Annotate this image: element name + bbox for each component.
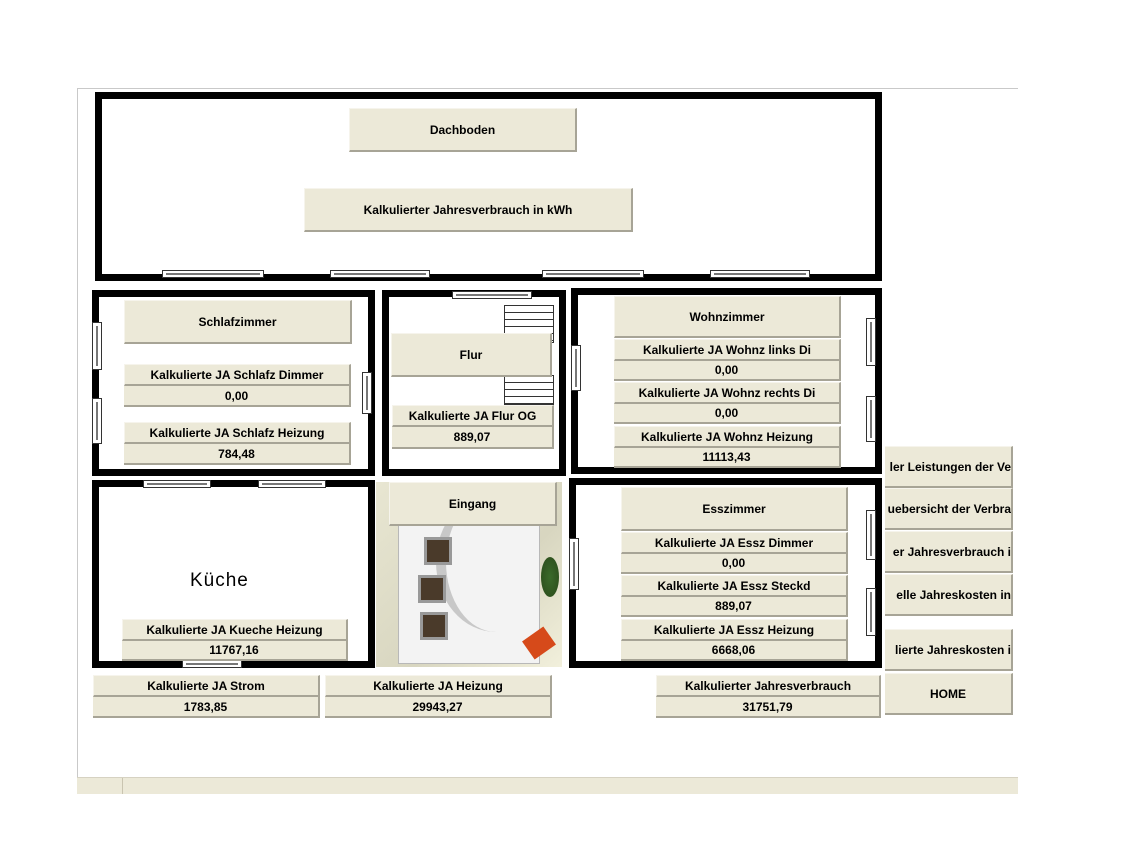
door-glass [418,575,446,603]
window [452,291,532,299]
window [258,480,326,488]
dachboden-consumption-label: Kalkulierter Jahresverbrauch in kWh [304,188,633,232]
kalkulierte-jahreskosten-button[interactable] [885,629,1013,671]
wohnzimmer-links-value: 0,00 [614,361,841,381]
window [866,318,876,366]
window [92,322,102,370]
total-jahres-value: 31751,79 [656,697,881,718]
kueche-title: Küche [190,570,249,591]
leistungen-button[interactable] [885,446,1013,488]
kalkulierte-jahreskosten-button-label: lierte Jahreskosten i [894,642,1011,657]
jahreskosten-button[interactable] [885,574,1013,616]
total-strom-value: 1783,85 [93,697,320,718]
flur-title: Flur [391,333,552,377]
wohnzimmer-title: Wohnzimmer [614,296,841,338]
schlafzimmer-heizung-label: Kalkulierte JA Schlafz Heizung [124,422,351,444]
window [330,270,430,278]
door [362,372,372,414]
window [710,270,810,278]
kueche-heizung-value: 11767,16 [122,641,348,661]
jahresverbrauch-button-label: er Jahresverbrauch i [892,544,1011,559]
door [182,660,242,668]
home-button-label: HOME [930,686,966,701]
stairs [504,375,554,405]
schlafzimmer-dimmer-value: 0,00 [124,386,351,407]
plant [541,557,559,597]
eingang-title: Eingang [389,482,557,526]
window [143,480,211,488]
schlafzimmer-title: Schlafzimmer [124,300,352,344]
status-pane [77,778,123,794]
kueche-heizung-label: Kalkulierte JA Kueche Heizung [122,619,348,641]
dachboden-title: Dachboden [349,108,577,152]
wohnzimmer-rechts-value: 0,00 [614,404,841,424]
total-heizung-value: 29943,27 [325,697,552,718]
total-jahres-label: Kalkulierter Jahresverbrauch [656,675,881,697]
door-glass [424,537,452,565]
schlafzimmer-heizung-value: 784,48 [124,444,351,465]
window [866,510,876,560]
window [542,270,644,278]
esszimmer-heizung-label: Kalkulierte JA Essz Heizung [621,619,848,641]
jahresverbrauch-button[interactable] [885,531,1013,573]
window [866,588,876,636]
uebersicht-verbrauch-button[interactable] [885,488,1013,530]
home-button[interactable] [885,673,1013,715]
jahreskosten-button-label: elle Jahreskosten in [896,587,1011,602]
flur-og-label: Kalkulierte JA Flur OG [392,405,554,427]
esszimmer-heizung-value: 6668,06 [621,641,848,661]
flur-og-value: 889,07 [392,427,554,449]
door [569,538,579,590]
wohnzimmer-heizung-value: 11113,43 [614,448,841,468]
schlafzimmer-dimmer-label: Kalkulierte JA Schlafz Dimmer [124,364,351,386]
leistungen-button-label: ler Leistungen der Ve [889,459,1011,474]
esszimmer-dimmer-label: Kalkulierte JA Essz Dimmer [621,532,848,554]
window [92,398,102,444]
esszimmer-dimmer-value: 0,00 [621,554,848,574]
esszimmer-steckd-label: Kalkulierte JA Essz Steckd [621,575,848,597]
wohnzimmer-heizung-label: Kalkulierte JA Wohnz Heizung [614,426,841,448]
window [162,270,264,278]
status-bar [77,777,1018,794]
door [571,345,581,391]
door-glass [420,612,448,640]
wohnzimmer-links-label: Kalkulierte JA Wohnz links Di [614,339,841,361]
total-strom-label: Kalkulierte JA Strom [93,675,320,697]
uebersicht-verbrauch-button-label: uebersicht der Verbra [887,501,1011,516]
window [866,396,876,442]
esszimmer-title: Esszimmer [621,487,848,531]
wohnzimmer-rechts-label: Kalkulierte JA Wohnz rechts Di [614,382,841,404]
total-heizung-label: Kalkulierte JA Heizung [325,675,552,697]
esszimmer-steckd-value: 889,07 [621,597,848,617]
